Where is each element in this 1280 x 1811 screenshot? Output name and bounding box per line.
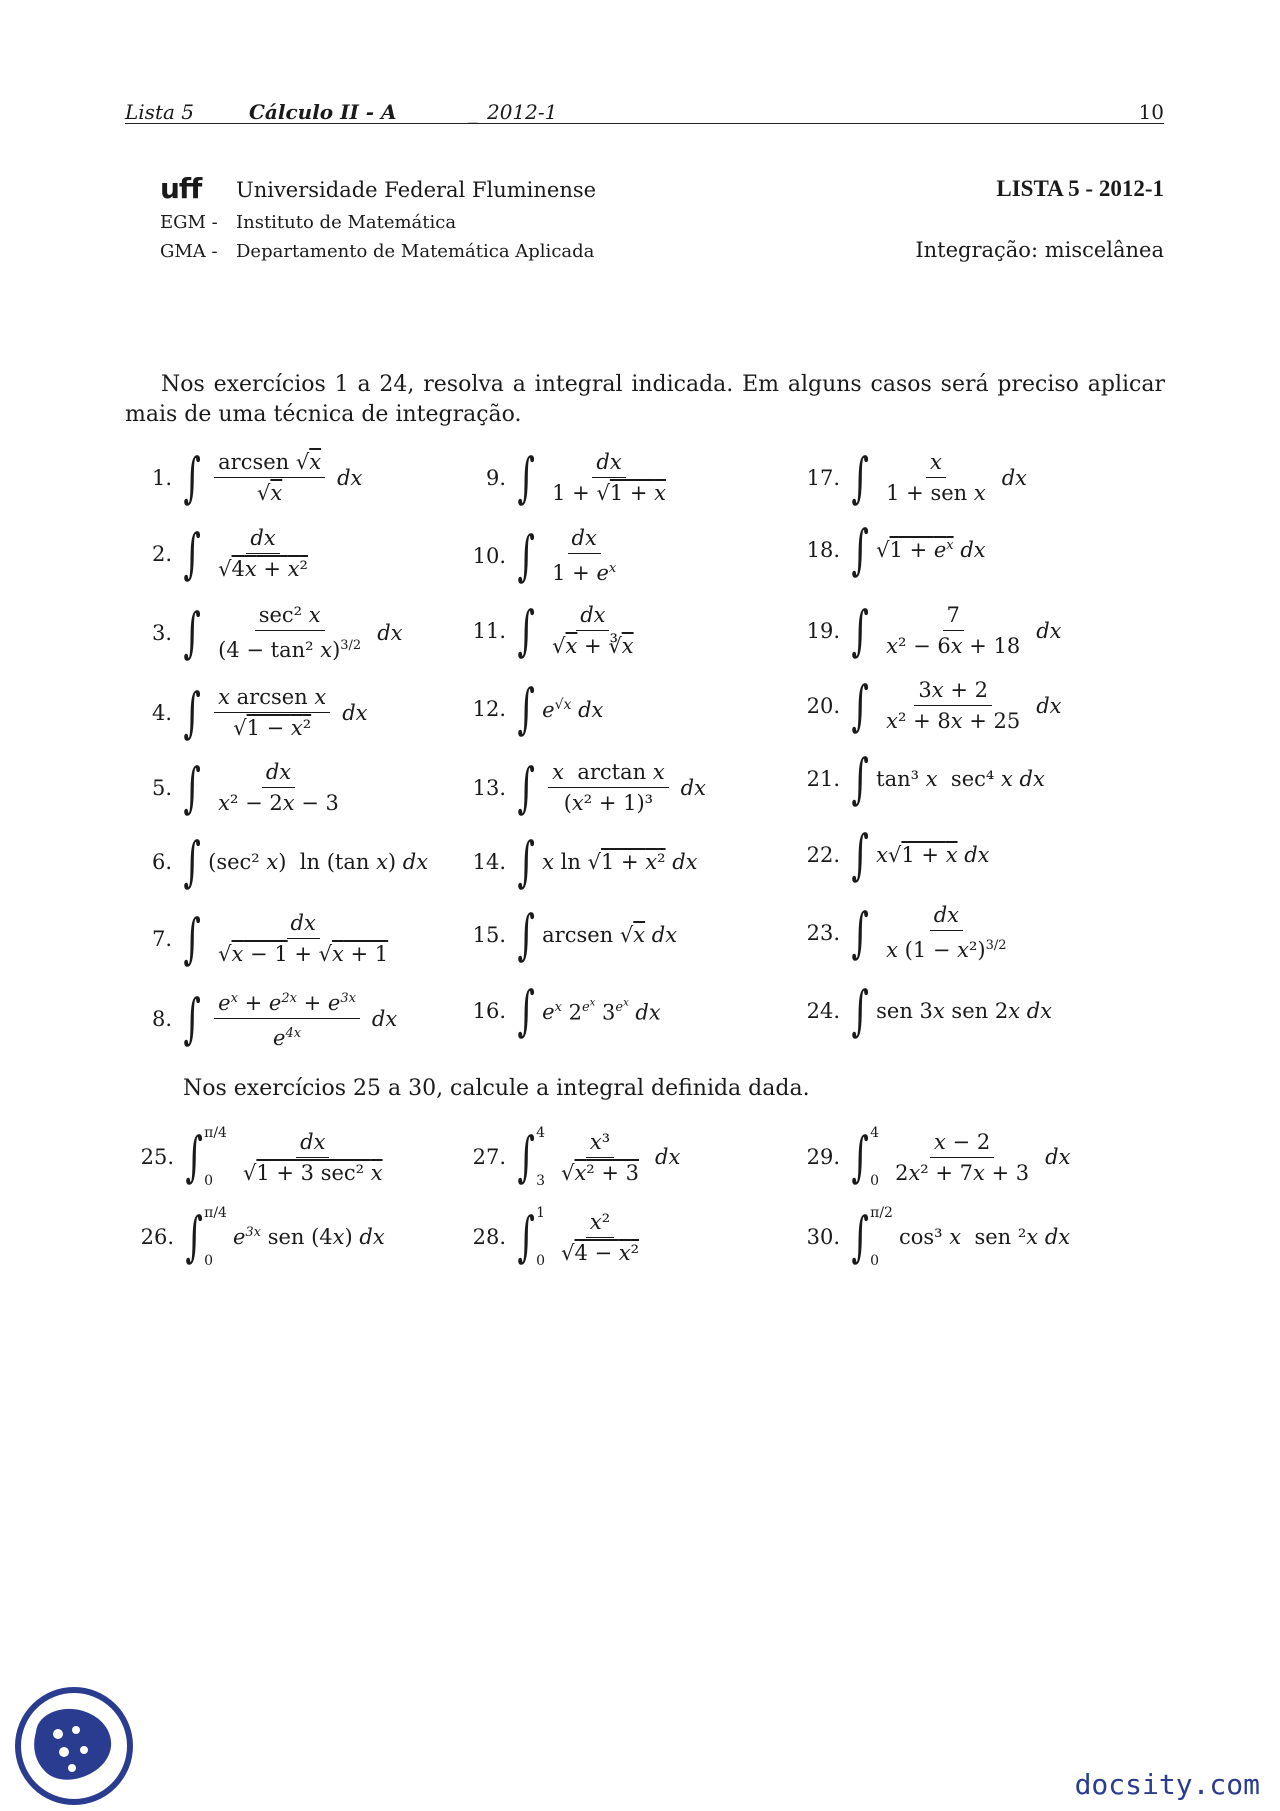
exercise-28: 28. ∫ 1 0 $\frac{\text{x²}}{\text{√4 − x²}}$ — [470, 1205, 649, 1269]
header-course: Cálculo II - A — [249, 100, 397, 124]
intro-definite: Nos exercícios 25 a 30, calcule a integral definida dada. — [183, 1076, 810, 1101]
exercise-10: 10. ∫ $\frac{dx}{1 + e^x}$ — [470, 523, 626, 588]
page-number: 10 — [1138, 100, 1164, 124]
gma-code: GMA - — [160, 241, 218, 262]
egm-code: EGM - — [160, 212, 218, 233]
gma-name: Departamento de Matemática Aplicada — [236, 241, 595, 262]
exercise-13: 13. ∫ $\frac{\text{x arctan x}}{\text{(x² + 1)³}}$ dx — [470, 757, 706, 818]
exercise-15: 15. ∫ arcsen √x dx — [470, 908, 677, 962]
exercise-number: 5. — [151, 775, 172, 800]
exercise-number: 8. — [151, 1006, 172, 1031]
exercise-26: 26. ∫ π/4 0 $e^{3x}$ sen (4x) dx — [138, 1205, 385, 1269]
exercise-number: 10. — [472, 543, 506, 568]
exercise-number: 3. — [151, 620, 172, 645]
exercise-number: 12. — [472, 697, 506, 721]
exercise-number: 9. — [485, 465, 506, 490]
exercise-21: 21. ∫ tan³ x sec⁴ x dx — [800, 752, 1045, 806]
exercise-number: 21. — [806, 767, 840, 791]
uff-logo: uff — [160, 172, 202, 205]
docsity-watermark: docsity.com — [1074, 1768, 1260, 1801]
exercise-1: 1. ∫ $\frac{\text{arcsen √x}}{√x}$ dx — [140, 447, 362, 508]
exercise-number: 28. — [472, 1225, 506, 1249]
exercise-2: 2. ∫ $\frac{dx}{\text{√4x + x²}}$ — [140, 523, 318, 584]
header-list: Lista 5 — [125, 100, 194, 124]
exercise-12: 12. ∫ $e^{√x}$ dx — [470, 682, 603, 736]
exercise-16: 16. ∫ $e^x$ $2^{e^x}$ $3^{e^x}$ dx — [470, 984, 661, 1038]
exercise-29: 29. ∫ 4 0 $\frac{x - 2}{\text{2x² + 7x + 3}}$ dx — [800, 1125, 1070, 1189]
exercise-23: 23. ∫ $\frac{dx}{x (1 - x^2)^{3/2}}$ — [800, 900, 1017, 965]
exercise-number: 6. — [151, 850, 172, 874]
exercise-5: 5. ∫ $\frac{dx}{\text{x² − 2x − 3}}$ — [140, 757, 349, 818]
exercise-number: 24. — [806, 999, 840, 1023]
exercise-number: 18. — [806, 538, 840, 562]
exercise-20: 20. ∫ $\frac{3x + 2}{\text{x² + 8x + 25}}$ dx — [800, 675, 1062, 736]
exercise-17: 17. ∫ $\frac{x}{\text{1 + sen x}}$ dx — [800, 447, 1027, 508]
exercise-3: 3. ∫ $\frac{\text{sec² x}}{(4 - \tan^2 x)^{3/2}}$ dx — [140, 600, 402, 665]
list-topic: Integração: miscelânea — [915, 238, 1164, 262]
exercise-number: 15. — [472, 923, 506, 947]
exercise-number: 7. — [151, 926, 172, 951]
exercise-25: 25. ∫ π/4 0 $\frac{dx}{\text{√1 + 3 sec² x}}$ — [138, 1125, 393, 1189]
exercise-number: 30. — [806, 1225, 840, 1249]
exercise-7: 7. ∫ $\frac{dx}{√x - 1 + √x + 1}$ — [140, 908, 398, 969]
exercise-number: 27. — [472, 1145, 506, 1169]
list-title: LISTA 5 - 2012-1 — [996, 176, 1164, 201]
exercise-number: 14. — [472, 850, 506, 874]
university-name: Universidade Federal Fluminense — [236, 178, 597, 202]
exercise-number: 1. — [151, 465, 172, 490]
egm-name: Instituto de Matemática — [236, 212, 457, 233]
header-separator: _ — [468, 100, 478, 124]
exercise-number: 29. — [806, 1145, 840, 1169]
exercise-number: 19. — [806, 618, 840, 643]
exercise-number: 4. — [151, 700, 172, 725]
docsity-logo-icon — [14, 1686, 134, 1806]
exercise-14: 14. ∫ x ln √1 + x² dx — [470, 835, 698, 889]
exercise-19: 19. ∫ $\frac{7}{\text{x² − 6x + 18}}$ dx — [800, 600, 1062, 661]
exercise-number: 11. — [472, 618, 506, 643]
exercise-number: 20. — [806, 693, 840, 718]
exercise-24: 24. ∫ sen 3x sen 2x dx — [800, 984, 1052, 1038]
exercise-8: 8. ∫ $\frac{e^x + e^{2x} + e^{3x}}{e^{4x}}$ dx — [140, 984, 397, 1053]
exercise-number: 16. — [472, 999, 506, 1023]
exercise-11: 11. ∫ $\frac{dx}{√x + ∛\overline{x}}$ — [470, 600, 644, 661]
exercise-4: 4. ∫ $\frac{\text{x arcsen x}}{\text{√1 − x²}}$ dx — [140, 682, 368, 743]
exercise-number: 23. — [806, 920, 840, 945]
exercise-number: 2. — [151, 541, 172, 566]
exercise-30: 30. ∫ π/2 0 cos³ x sen ²x dx — [800, 1205, 1070, 1269]
exercise-number: 17. — [806, 465, 840, 490]
exercise-number: 13. — [472, 775, 506, 800]
exercise-number: 25. — [140, 1145, 174, 1169]
intro-paragraph: Nos exercícios 1 a 24, resolva a integral indicada. Em alguns casos será preciso aplicar mais de uma técnica de integração. — [125, 372, 1165, 427]
exercise-number: 26. — [140, 1225, 174, 1249]
exercise-6: 6. ∫ (sec² x) ln (tan x) dx — [140, 835, 428, 889]
exercise-27: 27. ∫ 4 3 $\frac{\text{x³}}{\text{√x² + 3}}$ dx — [470, 1125, 680, 1189]
running-header — [125, 100, 1164, 124]
exercise-number: 22. — [806, 843, 840, 867]
exercise-22: 22. ∫ x√1 + x dx — [800, 828, 990, 882]
exercise-9: 9. ∫ $\frac{dx}{1 + √1 + x}$ — [470, 447, 676, 508]
header-term: 2012-1 — [487, 100, 558, 124]
exercise-18: 18. ∫ $√1 + e^x$ dx — [800, 523, 986, 577]
